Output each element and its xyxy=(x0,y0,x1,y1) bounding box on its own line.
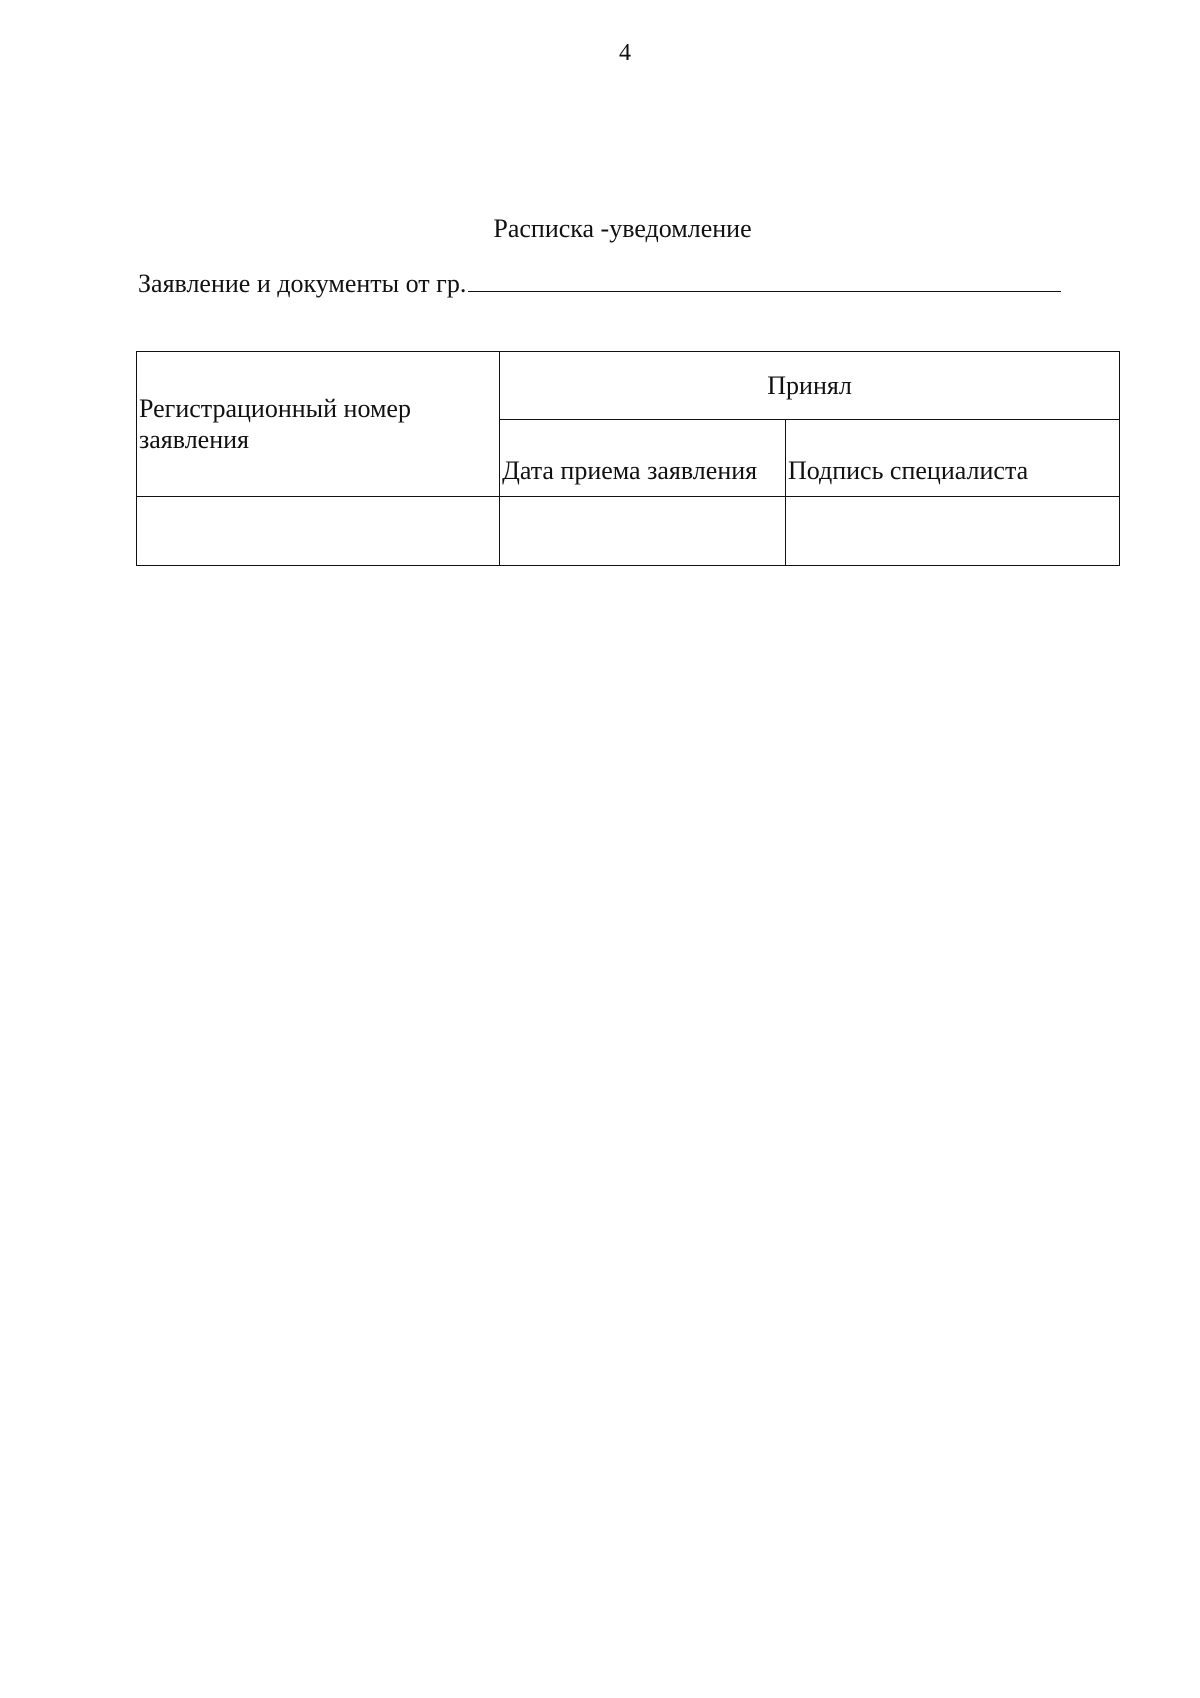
reg-number-cell[interactable] xyxy=(137,497,500,566)
receipt-table xyxy=(136,351,1120,566)
accepted-header: Принял xyxy=(500,352,1120,420)
applicant-name-blank[interactable] xyxy=(468,267,1061,292)
table-row xyxy=(137,497,1120,566)
document-title: Расписка -уведомление xyxy=(493,214,752,243)
date-received-cell[interactable] xyxy=(500,497,786,566)
page-number: 4 xyxy=(619,40,631,66)
specialist-signature-cell[interactable] xyxy=(785,497,1119,566)
applicant-label: Заявление и документы от гр. xyxy=(138,269,467,298)
applicant-line xyxy=(138,267,1061,299)
table-header-row xyxy=(137,352,1120,420)
date-received-header: Дата приема заявления xyxy=(500,420,786,497)
reg-number-header: Регистрационный номер заявления xyxy=(137,352,500,497)
specialist-signature-header: Подпись специалиста xyxy=(785,420,1119,497)
